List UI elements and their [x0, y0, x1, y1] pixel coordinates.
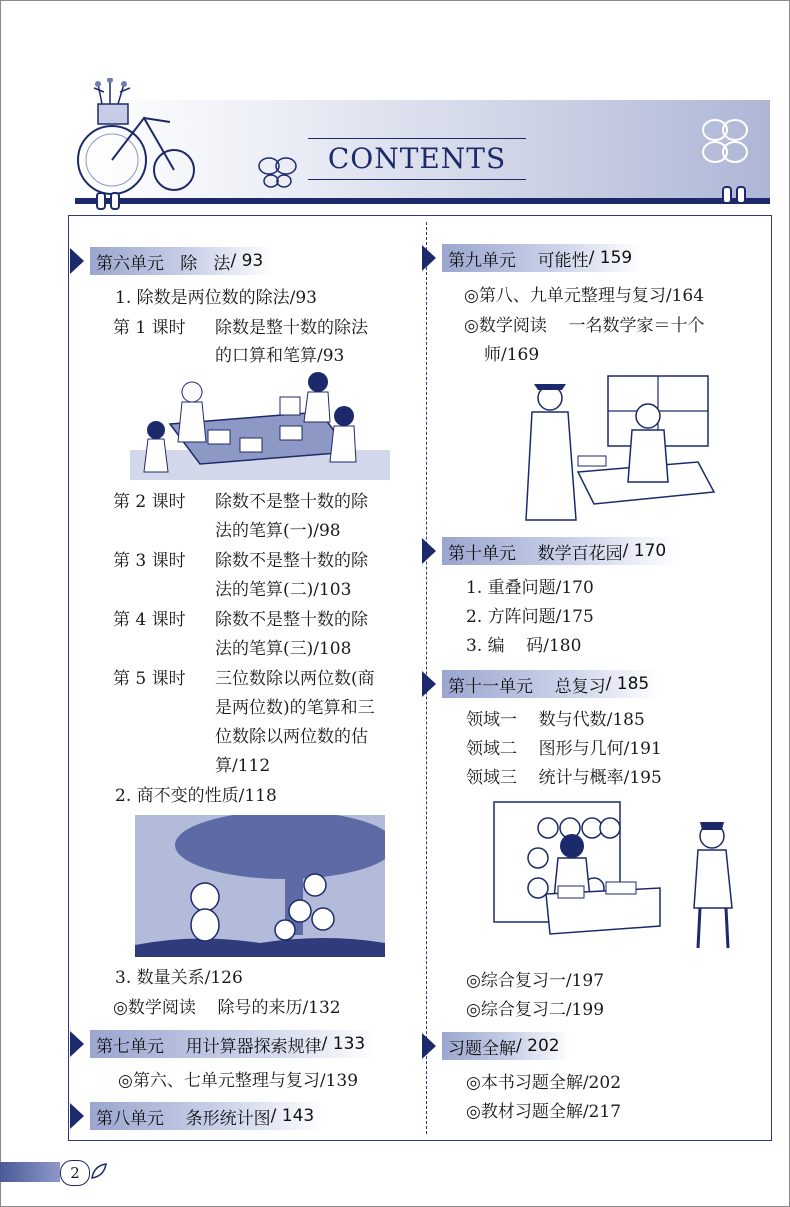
arrow-icon — [422, 245, 436, 271]
mathematician-illustration — [518, 372, 718, 522]
arrow-icon — [422, 538, 436, 564]
unit-11-heading[interactable] — [422, 670, 659, 698]
flower-icon — [695, 112, 755, 172]
lesson-4-title[interactable]: 除数不是整十数的除 — [215, 610, 368, 630]
lesson-3-label: 第 3 课时 — [113, 551, 186, 571]
arrow-icon — [422, 1033, 436, 1059]
header-rule — [75, 198, 770, 204]
lesson-2-title[interactable]: 除数不是整十数的除 — [215, 492, 368, 512]
classroom-illustration — [130, 372, 390, 484]
contents-title: CONTENTS — [327, 142, 507, 175]
unit-11-label: 第十一单元 总复习 — [448, 676, 606, 697]
book-exercise-solutions[interactable]: ◎本书习题全解/202 — [466, 1073, 622, 1093]
section-quantity-relations[interactable]: 3. 数量关系/126 — [115, 968, 243, 988]
page-number: 2 — [60, 1160, 90, 1186]
unit-10-heading[interactable] — [422, 537, 676, 565]
unit-9-page: / 159 — [588, 248, 633, 268]
section-overlap-problems[interactable]: 1. 重叠问题/170 — [466, 578, 594, 598]
reading-mathematician[interactable]: ◎数学阅读 一名数学家＝十个 — [464, 316, 705, 336]
reading-mathematician-cont[interactable]: 师/169 — [484, 345, 540, 365]
section-division-two-digit[interactable]: 1. 除数是两位数的除法/93 — [115, 288, 317, 308]
binder-ring-icon — [96, 192, 106, 210]
shop-illustration — [490, 798, 755, 960]
lesson-1-label: 第 1 课时 — [113, 318, 186, 338]
unit-6-label: 第六单元 除 法 — [96, 253, 231, 274]
bicycle-illustration — [74, 78, 204, 203]
unit-8-page: / 143 — [270, 1106, 315, 1126]
review-area-geometry[interactable]: 领域二 图形与几何/191 — [466, 739, 662, 759]
exercises-page: / 202 — [516, 1036, 560, 1056]
unit-7-label: 第七单元 用计算器探索规律 — [96, 1036, 322, 1057]
exercises-heading[interactable] — [422, 1032, 570, 1060]
butterfly-icon — [255, 150, 300, 195]
binder-ring-icon — [110, 192, 120, 210]
lesson-1-title-cont[interactable]: 的口算和笔算/93 — [215, 346, 345, 366]
comprehensive-review-2[interactable]: ◎综合复习二/199 — [466, 1000, 605, 1020]
unit-7-page: / 133 — [321, 1034, 366, 1054]
section-quotient-invariance[interactable]: 2. 商不变的性质/118 — [115, 786, 277, 806]
unit-6-heading[interactable] — [70, 247, 273, 275]
lesson-1-title[interactable]: 除数是整十数的除法 — [215, 318, 368, 338]
lesson-4-title-cont[interactable]: 法的笔算(三)/108 — [215, 639, 352, 659]
textbook-exercise-solutions[interactable]: ◎教材习题全解/217 — [466, 1102, 622, 1122]
lesson-3-title-cont[interactable]: 法的笔算(二)/103 — [215, 580, 352, 600]
unit-7-heading[interactable] — [70, 1030, 375, 1058]
lesson-5-title-cont[interactable]: 位数除以两位数的估 — [215, 727, 368, 747]
reading-division-sign[interactable]: ◎数学阅读 除号的来历/132 — [113, 998, 341, 1018]
binder-ring-icon — [736, 186, 746, 204]
unit-6-page: / 93 — [230, 251, 264, 271]
comprehensive-review-1[interactable]: ◎综合复习一/197 — [466, 971, 605, 991]
lesson-4-label: 第 4 课时 — [113, 610, 186, 630]
binder-ring-icon — [722, 186, 732, 204]
review-units-6-7[interactable]: ◎第六、七单元整理与复习/139 — [118, 1071, 359, 1091]
lesson-5-title[interactable]: 三位数除以两位数(商 — [215, 669, 375, 689]
review-area-numbers[interactable]: 领域一 数与代数/185 — [466, 710, 645, 730]
contents-title-box — [308, 138, 526, 180]
arrow-icon — [70, 1103, 84, 1129]
unit-10-label: 第十单元 数学百花园 — [448, 543, 623, 564]
unit-9-label: 第九单元 可能性 — [448, 250, 589, 271]
arrow-icon — [70, 248, 84, 274]
lesson-2-title-cont[interactable]: 法的笔算(一)/98 — [215, 521, 341, 541]
arrow-icon — [70, 1031, 84, 1057]
review-units-8-9[interactable]: ◎第八、九单元整理与复习/164 — [464, 286, 705, 306]
lesson-5-label: 第 5 课时 — [113, 669, 186, 689]
arrow-icon — [422, 671, 436, 697]
lesson-3-title[interactable]: 除数不是整十数的除 — [215, 551, 368, 571]
review-area-statistics[interactable]: 领域三 统计与概率/195 — [466, 768, 662, 788]
lesson-5-title-cont[interactable]: 是两位数)的笔算和三 — [215, 698, 375, 718]
lesson-2-label: 第 2 课时 — [113, 492, 186, 512]
monkeys-illustration — [135, 815, 385, 957]
unit-8-heading[interactable] — [70, 1102, 324, 1130]
section-square-array[interactable]: 2. 方阵问题/175 — [466, 607, 594, 627]
leaf-icon — [90, 1162, 108, 1180]
footer-bar — [0, 1162, 60, 1182]
section-coding[interactable]: 3. 编 码/180 — [466, 636, 582, 656]
unit-8-label: 第八单元 条形统计图 — [96, 1108, 271, 1129]
lesson-5-title-cont[interactable]: 算/112 — [215, 756, 271, 776]
unit-11-page: / 185 — [605, 674, 650, 694]
unit-10-page: / 170 — [622, 541, 667, 561]
unit-9-heading[interactable] — [422, 244, 642, 272]
exercises-label: 习题全解 — [448, 1038, 516, 1059]
